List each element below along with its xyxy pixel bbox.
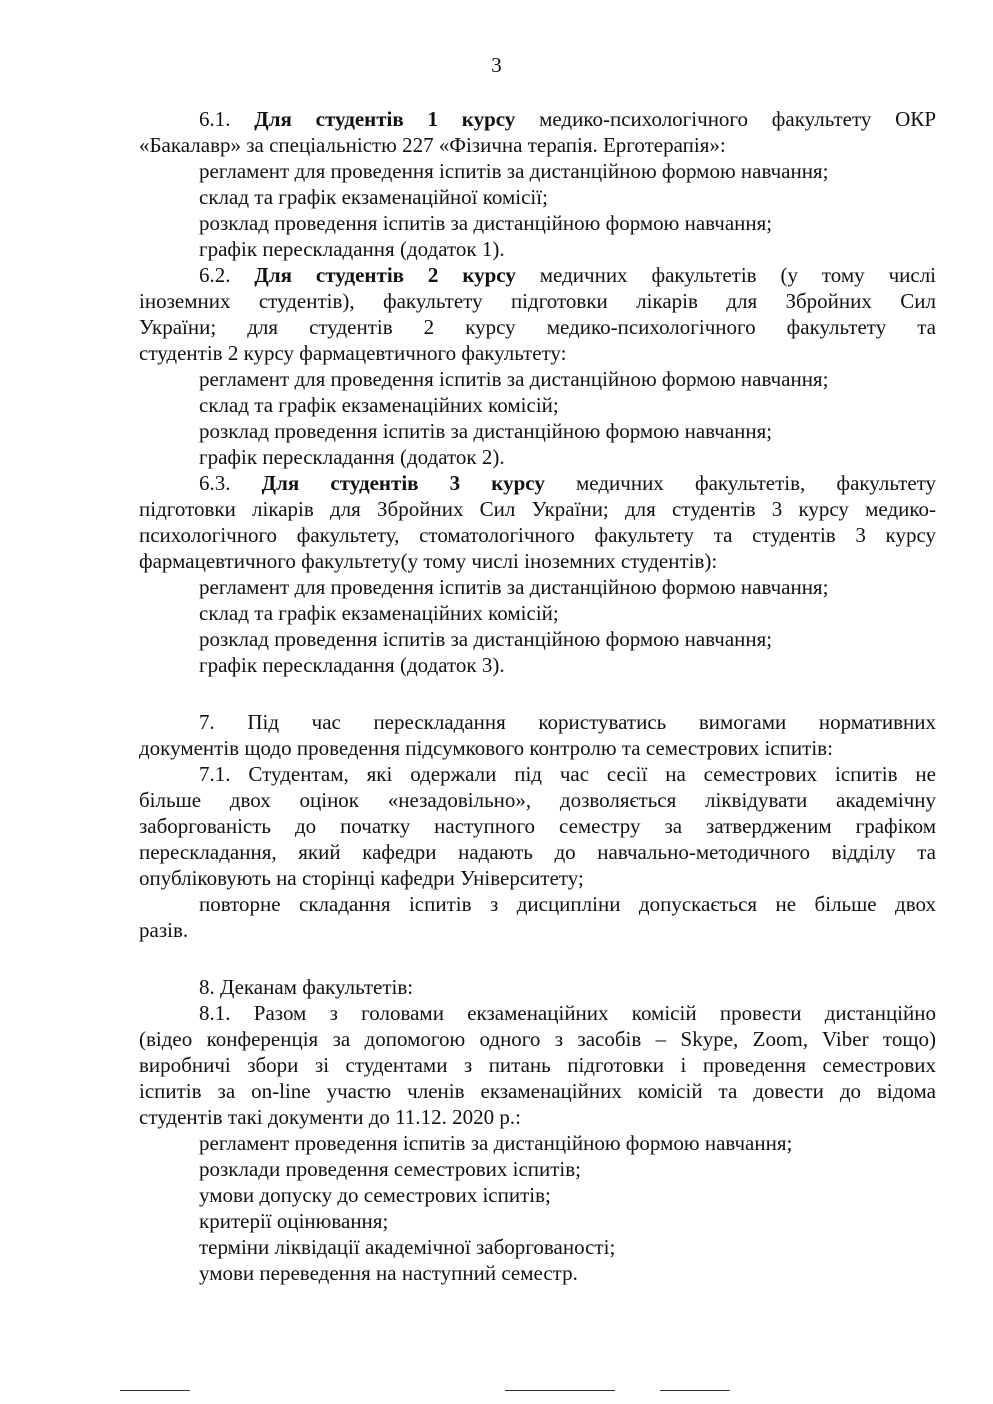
list-item: графік перескладання (додаток 3).	[199, 653, 505, 677]
section-6-3-line-1: 6.3. Для студентів 3 курсу медичних факультетів, факультету	[199, 471, 937, 495]
section-8-title: 8. Деканам факультетів:	[199, 975, 414, 999]
section-7-line-2: документів щодо проведення підсумкового контролю та семестрових іспитів:	[139, 736, 833, 760]
list-item: розклади проведення семестрових іспитів;	[199, 1157, 582, 1181]
section-7-1-line-4: перескладання, який кафедри надають до навчально-методичного відділу та	[139, 840, 936, 864]
list-item: регламент проведення іспитів за дистанційною формою навчання;	[199, 1131, 793, 1155]
page-number: 3	[491, 53, 502, 77]
section-7-1-line-3: заборгованість до початку наступного семестру за затвердженим графіком	[139, 814, 936, 838]
section-7-line-1: 7. Під час перескладання користуватись вимогами нормативних	[199, 710, 936, 734]
section-6-1-line-1: 6.1. Для студентів 1 курсу медико-психологічного факультету ОКР	[199, 107, 936, 131]
list-item: склад та графік екзаменаційної комісії;	[199, 185, 548, 209]
list-item: критерії оцінювання;	[199, 1209, 389, 1233]
list-item: регламент для проведення іспитів за дистанційною формою навчання;	[199, 159, 829, 183]
list-item: графік перескладання (додаток 1).	[199, 237, 505, 261]
section-7-2-line-2: разів.	[139, 918, 189, 942]
list-item: умови переведення на наступний семестр.	[199, 1261, 578, 1285]
section-8-1-line-3: виробничі збори зі студентами з питань підготовки і проведення семестрових	[139, 1053, 936, 1077]
scan-artifact	[505, 1390, 615, 1391]
section-6-2-line-1: 6.2. Для студентів 2 курсу медичних факультетів (у тому числі	[199, 263, 937, 287]
list-item: розклад проведення іспитів за дистанційною формою навчання;	[199, 211, 773, 235]
list-item: графік перескладання (додаток 2).	[199, 445, 505, 469]
section-7-1-line-1: 7.1. Студентам, які одержали під час сесії на семестрових іспитів не	[199, 762, 936, 786]
section-6-3-line-3: психологічного факультету, стоматологічного факультету та студентів 3 курсу	[139, 523, 936, 547]
section-7-1-line-5: опубліковують на сторінці кафедри Університету;	[139, 866, 584, 890]
list-item: терміни ліквідації академічної заборгованості;	[199, 1235, 616, 1259]
list-item: склад та графік екзаменаційних комісій;	[199, 601, 559, 625]
list-item: умови допуску до семестрових іспитів;	[199, 1183, 551, 1207]
scan-artifact	[120, 1390, 190, 1391]
section-6-2-line-3: України; для студентів 2 курсу медико-психологічного факультету та	[139, 315, 936, 339]
section-6-2-line-2: іноземних студентів), факультету підготовки лікарів для Збройних Сил	[139, 289, 936, 313]
section-7-1-line-2: більше двох оцінок «незадовільно», дозволяється ліквідувати академічну	[139, 788, 936, 812]
list-item: склад та графік екзаменаційних комісій;	[199, 393, 559, 417]
section-8-1-line-5: студентів такі документи до 11.12. 2020 р.:	[139, 1105, 521, 1129]
section-7-2-line-1: повторне складання іспитів з дисципліни допускається не більше двох	[199, 892, 936, 916]
section-8-1-line-1: 8.1. Разом з головами екзаменаційних комісій провести дистанційно	[199, 1001, 936, 1025]
document-body	[139, 106, 936, 1286]
section-6-3-line-4: фармацевтичного факультету(у тому числі іноземних студентів):	[139, 549, 718, 573]
list-item: розклад проведення іспитів за дистанційною формою навчання;	[199, 419, 773, 443]
section-6-3-line-2: підготовки лікарів для Збройних Сил України; для студентів 3 курсу медико-	[139, 497, 936, 521]
list-item: розклад проведення іспитів за дистанційною формою навчання;	[199, 627, 773, 651]
section-6-2-line-4: студентів 2 курсу фармацевтичного факультету:	[139, 341, 567, 365]
scan-artifact	[660, 1390, 730, 1391]
list-item: регламент для проведення іспитів за дистанційною формою навчання;	[199, 575, 829, 599]
section-8-1-line-4: іспитів за on-line участю членів екзаменаційних комісій та довести до відома	[139, 1079, 936, 1103]
section-6-1-line-2: «Бакалавр» за спеціальністю 227 «Фізична терапія. Ерготерапія»:	[139, 133, 726, 157]
section-8-1-line-2: (відео конференція за допомогою одного з засобів – Skype, Zoom, Viber тощо)	[139, 1027, 936, 1051]
list-item: регламент для проведення іспитів за дистанційною формою навчання;	[199, 367, 829, 391]
